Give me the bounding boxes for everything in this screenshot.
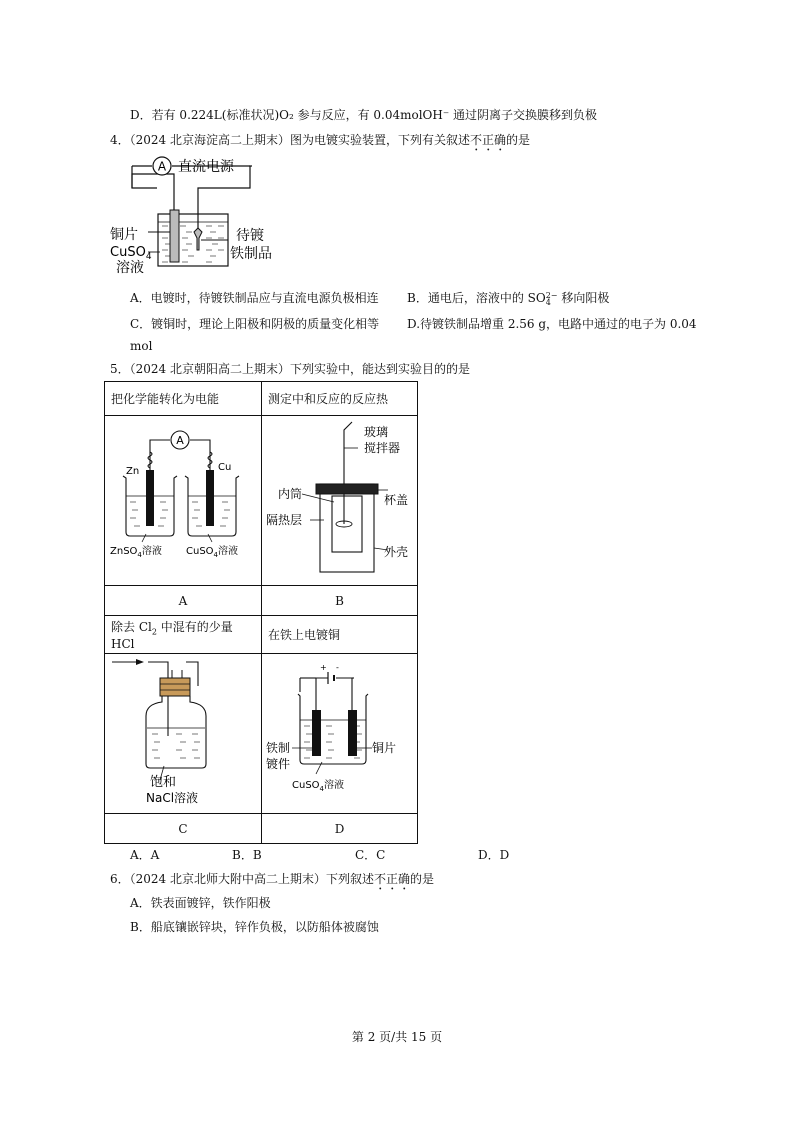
- q5c-nacl-label: NaCl溶液: [146, 791, 199, 805]
- q4-number: 4．: [110, 133, 130, 147]
- q6-emphasis: 不正确: [374, 872, 411, 886]
- q5d-iron-label-2: 镀件: [266, 757, 291, 771]
- q3-option-d: D．若有 0.224L(标准状况)O₂ 参与反应，有 0.04molOH⁻ 通过阴离子交换膜移到负极: [130, 108, 598, 122]
- q4-option-d-cont: mol: [130, 339, 153, 353]
- q5-cell-d-title: 在铁上电镀铜: [262, 616, 418, 654]
- q5-figure-a-galvanic-cell: [106, 430, 256, 564]
- q5-cell-b-title: 测定中和反应的反应热: [262, 382, 418, 416]
- q4-copper-label: 铜片: [110, 227, 138, 243]
- q5c-saturated-label: 饱和: [150, 775, 177, 790]
- q5b-lid-label: 杯盖: [384, 493, 409, 507]
- q5b-stirrer-label: 搅拌器: [364, 441, 401, 455]
- q5-option-c: C．C: [355, 848, 386, 862]
- q5a-ammeter-label: A: [176, 434, 184, 447]
- q4-solution-label: CuSO$_4$: [110, 245, 152, 262]
- q4-stem: [110, 131, 530, 154]
- q4-item-label-2: 铁制品: [230, 246, 272, 262]
- q4-emphasis: 不正确: [470, 133, 507, 147]
- q4-solution-label-2: 溶液: [116, 260, 144, 274]
- q4-source: （2024 北京海淀高二上期末）: [129, 133, 290, 147]
- q4-power-label: 直流电源: [178, 159, 234, 175]
- q4-option-b: B．通电后，溶液中的 SO 2− 4 移向阳极: [407, 290, 610, 307]
- q5-cell-b-label: B: [262, 586, 418, 616]
- q6-stem: 6．（2024 北京北师大附中高二上期末）下列叙述不正确的是: [110, 872, 435, 886]
- q4-option-a: A．电镀时，待镀铁制品应与直流电源负极相连: [130, 291, 379, 305]
- q4-item-label: 待镀: [236, 228, 264, 244]
- q5b-inner-label: 内筒: [278, 487, 303, 501]
- q5b-glass-label: 玻璃: [364, 425, 389, 439]
- q5-option-a: A．A: [130, 848, 160, 862]
- q5-option-d: D．D: [478, 848, 510, 862]
- q5-cell-a-title: 把化学能转化为电能: [105, 382, 262, 416]
- q5a-cu-label: Cu: [218, 462, 232, 473]
- q4-option-c: C．镀铜时，理论上阳极和阴极的质量变化相等: [130, 317, 380, 331]
- q5-figure-c-wash-bottle: [106, 656, 256, 806]
- q5-cell-c-label: C: [105, 814, 262, 844]
- q4-ammeter-label: A: [157, 159, 167, 174]
- q5-cell-c-title: 除去 $Cl_2$ 中混有的少量 HCl: [105, 616, 262, 654]
- q5-cell-a-label: A: [105, 586, 262, 616]
- page-footer: 第 2 页/共 15 页: [351, 1030, 443, 1044]
- q5-figure-d-electroplating: [262, 656, 416, 806]
- q5-stem: 5．（2024 北京朝阳高二上期末）下列实验中，能达到实验目的的是: [110, 362, 471, 376]
- q5d-cuso4-label: CuSO$_4$溶液: [292, 780, 345, 793]
- q5a-cuso4-label: CuSO$_4$溶液: [186, 546, 239, 559]
- q5b-shell-label: 外壳: [384, 545, 409, 559]
- q5-option-b: B．B: [232, 848, 262, 862]
- q4-option-d: D.待镀铁制品增重 2.56 g，电路中通过的电子为 0.04: [407, 317, 697, 331]
- q5d-plus-label: +: [320, 663, 327, 672]
- q5b-insulation-label: 隔热层: [266, 513, 303, 527]
- q4-electroplating-figure: [110, 152, 290, 274]
- q5a-zn-label: Zn: [126, 466, 140, 477]
- q5-figure-b-calorimeter: [262, 420, 416, 580]
- q4-stem-end: 的是: [506, 133, 531, 147]
- q5-cell-d-label: D: [262, 814, 418, 844]
- q4-stem-text: 图为电镀实验装置，下列有关叙述: [290, 133, 471, 147]
- q6-option-a: A．铁表面镀锌，铁作阳极: [130, 896, 271, 910]
- q6-option-b: B．船底镶嵌锌块，锌作负极，以防船体被腐蚀: [130, 920, 379, 934]
- q5d-minus-label: -: [336, 663, 339, 672]
- q5d-copper-label: 铜片: [372, 741, 397, 755]
- q5a-znso4-label: ZnSO$_4$溶液: [110, 546, 162, 559]
- q5d-iron-label: 铁制: [266, 741, 291, 755]
